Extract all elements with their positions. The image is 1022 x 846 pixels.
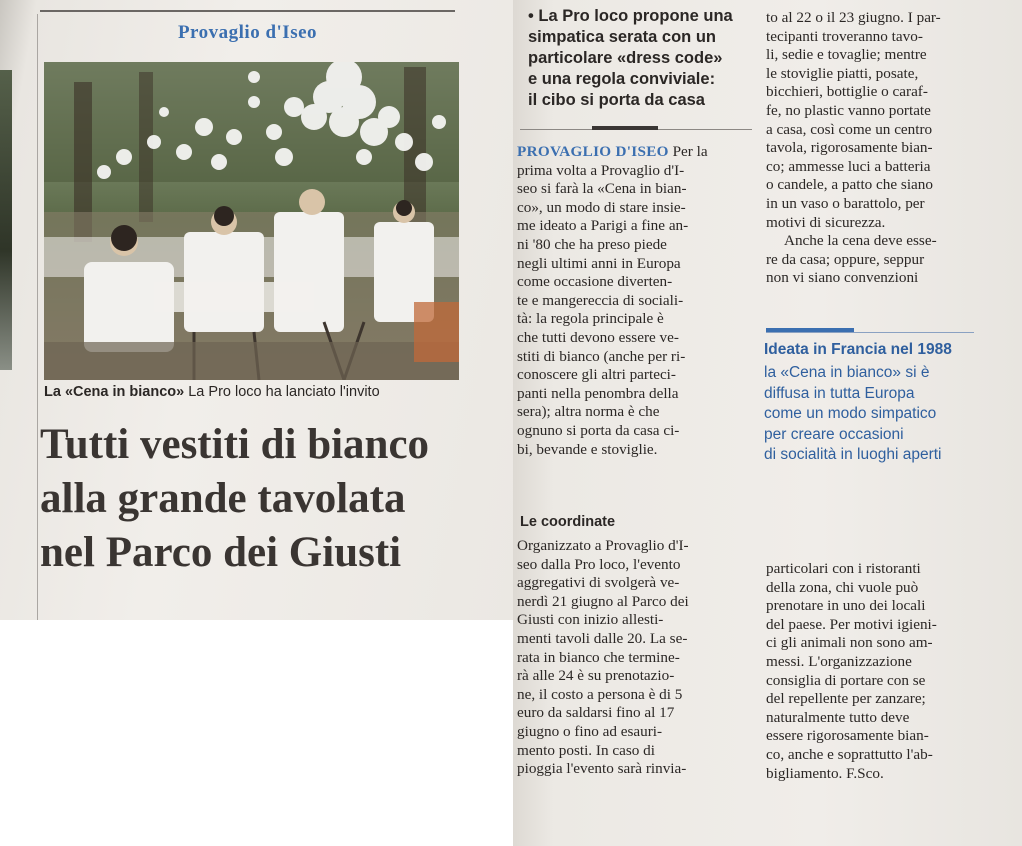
column-line: Anche la cena deve esse- [784, 232, 937, 250]
coordinates-title: Le coordinate [520, 514, 616, 530]
article-column-2 [766, 9, 981, 288]
column-line: seo si farà la «Cena in bian- [517, 180, 687, 198]
column-line: te e mangereccia di sociali- [517, 291, 684, 309]
box-line: diffusa in tutta Europa [764, 384, 915, 402]
column-line [517, 143, 753, 162]
lead-line: particolare «dress code» [528, 49, 723, 67]
event-photo [44, 62, 459, 380]
column-line: panti nella penombra della [517, 384, 679, 402]
column-line: aggregativi di svolgerà ve- [517, 574, 680, 592]
column-line: li, sedie e tovaglie; mentre [766, 46, 927, 64]
column-line: tà: la regola principale è [517, 310, 664, 328]
column-line: prima volta a Provaglio d'I- [517, 161, 685, 179]
column-line: del repellente per zanzare; [766, 690, 926, 708]
blank-area [0, 620, 513, 846]
column-line: le stoviglie piatti, posate, [766, 64, 919, 82]
column-line: rata in bianco che termine- [517, 648, 680, 666]
column-line: seo dalla Pro loco, l'evento [517, 555, 681, 573]
column-line: della zona, chi vuole può [766, 578, 919, 596]
column-line: sera); altra norma è che [517, 403, 660, 421]
article-column-3 [517, 537, 752, 779]
lead-divider-accent [592, 126, 658, 130]
column-line: to al 22 o il 23 giugno. I par- [766, 9, 941, 26]
column-line: prenotare in uno dei locali [766, 597, 926, 615]
column-line: particolari con i ristoranti [766, 560, 921, 577]
column-line: ognuno si porta da casa ci- [517, 421, 680, 439]
column-line: mento posti. In caso di [517, 741, 655, 759]
box-line: per creare occasioni [764, 425, 904, 443]
column-line: bigliamento. F.Sco. [766, 764, 884, 782]
column-line: essere rigorosamente bian- [766, 727, 929, 745]
caption-text: La Pro loco ha lanciato l'invito [184, 384, 380, 400]
column-line: tecipanti troveranno tavo- [766, 27, 923, 45]
box-line: come un modo simpatico [764, 405, 937, 422]
column-line: bi, bevande e stoviglie. [517, 440, 658, 458]
lead-summary [528, 6, 758, 111]
column-line: giugno o fino ad esauri- [517, 722, 663, 740]
dateline: PROVAGLIO D'ISEO [517, 143, 669, 160]
column-line: menti tavoli dalle 20. La se- [517, 629, 688, 647]
box-title: Ideata in Francia nel 1988 [764, 341, 952, 358]
column-line: stiti di bianco (anche per ri- [517, 347, 686, 365]
column-line: euro da saldarsi fino al 17 [517, 704, 675, 722]
dateline-text: Per la [668, 143, 708, 160]
box-line: di socialità in luoghi aperti [764, 446, 942, 463]
adjacent-page-photo-edge [0, 70, 12, 370]
column-line: che tutti devono essere ve- [517, 328, 679, 346]
photo-illustration [44, 62, 459, 380]
column-line: ne, il costo a persona è di 5 [517, 685, 683, 703]
column-line: in un vaso o barattolo, per [766, 194, 925, 212]
lead-line: simpatica serata con un [528, 28, 716, 46]
column-line: re da casa; oppure, seppur [766, 250, 925, 268]
headline [40, 418, 480, 580]
article-column-4 [766, 560, 981, 783]
column-line: me ideato a Parigi a fine an- [517, 217, 689, 235]
column-line: non vi siano convenzioni [766, 269, 919, 287]
column-line: bicchieri, bottiglie o caraf- [766, 83, 928, 101]
column-line: co; ammesse luci a batteria [766, 157, 931, 175]
column-line: naturalmente tutto deve [766, 708, 910, 726]
headline-line: Tutti vestiti di bianco [40, 421, 430, 468]
column-line: co», un modo di stare insie- [517, 198, 686, 216]
column-line: ci gli animali non sono am- [766, 634, 933, 652]
box-body [764, 363, 979, 466]
column-line: tavola, rigorosamente bian- [766, 139, 933, 157]
column-line: messi. L'organizzazione [766, 652, 912, 670]
column-line: a casa, così come un centro [766, 120, 933, 138]
box-line: la «Cena in bianco» si è [764, 364, 930, 381]
box-rule [766, 332, 974, 333]
photo-caption [44, 384, 474, 400]
top-rule [40, 10, 455, 12]
column-line: pioggia l'evento sarà rinvia- [517, 760, 687, 778]
column-line: co, anche e soprattutto l'ab- [766, 745, 933, 763]
lead-line: e una regola conviviale: [528, 70, 716, 88]
headline-line: alla grande tavolata [40, 475, 406, 522]
caption-label: La «Cena in bianco» [44, 384, 185, 400]
section-kicker: Provaglio d'Iseo [177, 22, 318, 43]
column-line: ni '80 che ha preso piede [517, 235, 667, 253]
headline-line: nel Parco dei Giusti [40, 529, 402, 576]
column-divider [37, 14, 38, 620]
column-line: Giusti con inizio allesti- [517, 611, 664, 629]
lead-line: il cibo si porta da casa [528, 91, 705, 109]
column-line: o candele, a patto che siano [766, 176, 933, 194]
column-line: conoscere gli altri parteci- [517, 366, 676, 384]
lead-line: • La Pro loco propone una [528, 7, 733, 25]
column-line: rà alle 24 è su prenotazio- [517, 667, 675, 685]
column-line: del paese. Per motivi igieni- [766, 615, 937, 633]
column-line: motivi di sicurezza. [766, 213, 886, 231]
column-line: fe, no plastic vanno portate [766, 101, 931, 119]
article-column-1 [517, 143, 753, 459]
column-line: Organizzato a Provaglio d'I- [517, 537, 689, 554]
column-line: come occasione diverten- [517, 273, 673, 291]
column-line: negli ultimi anni in Europa [517, 254, 681, 272]
column-line: consiglia di portare con se [766, 671, 926, 689]
column-line: nerdì 21 giugno al Parco dei [517, 592, 689, 610]
